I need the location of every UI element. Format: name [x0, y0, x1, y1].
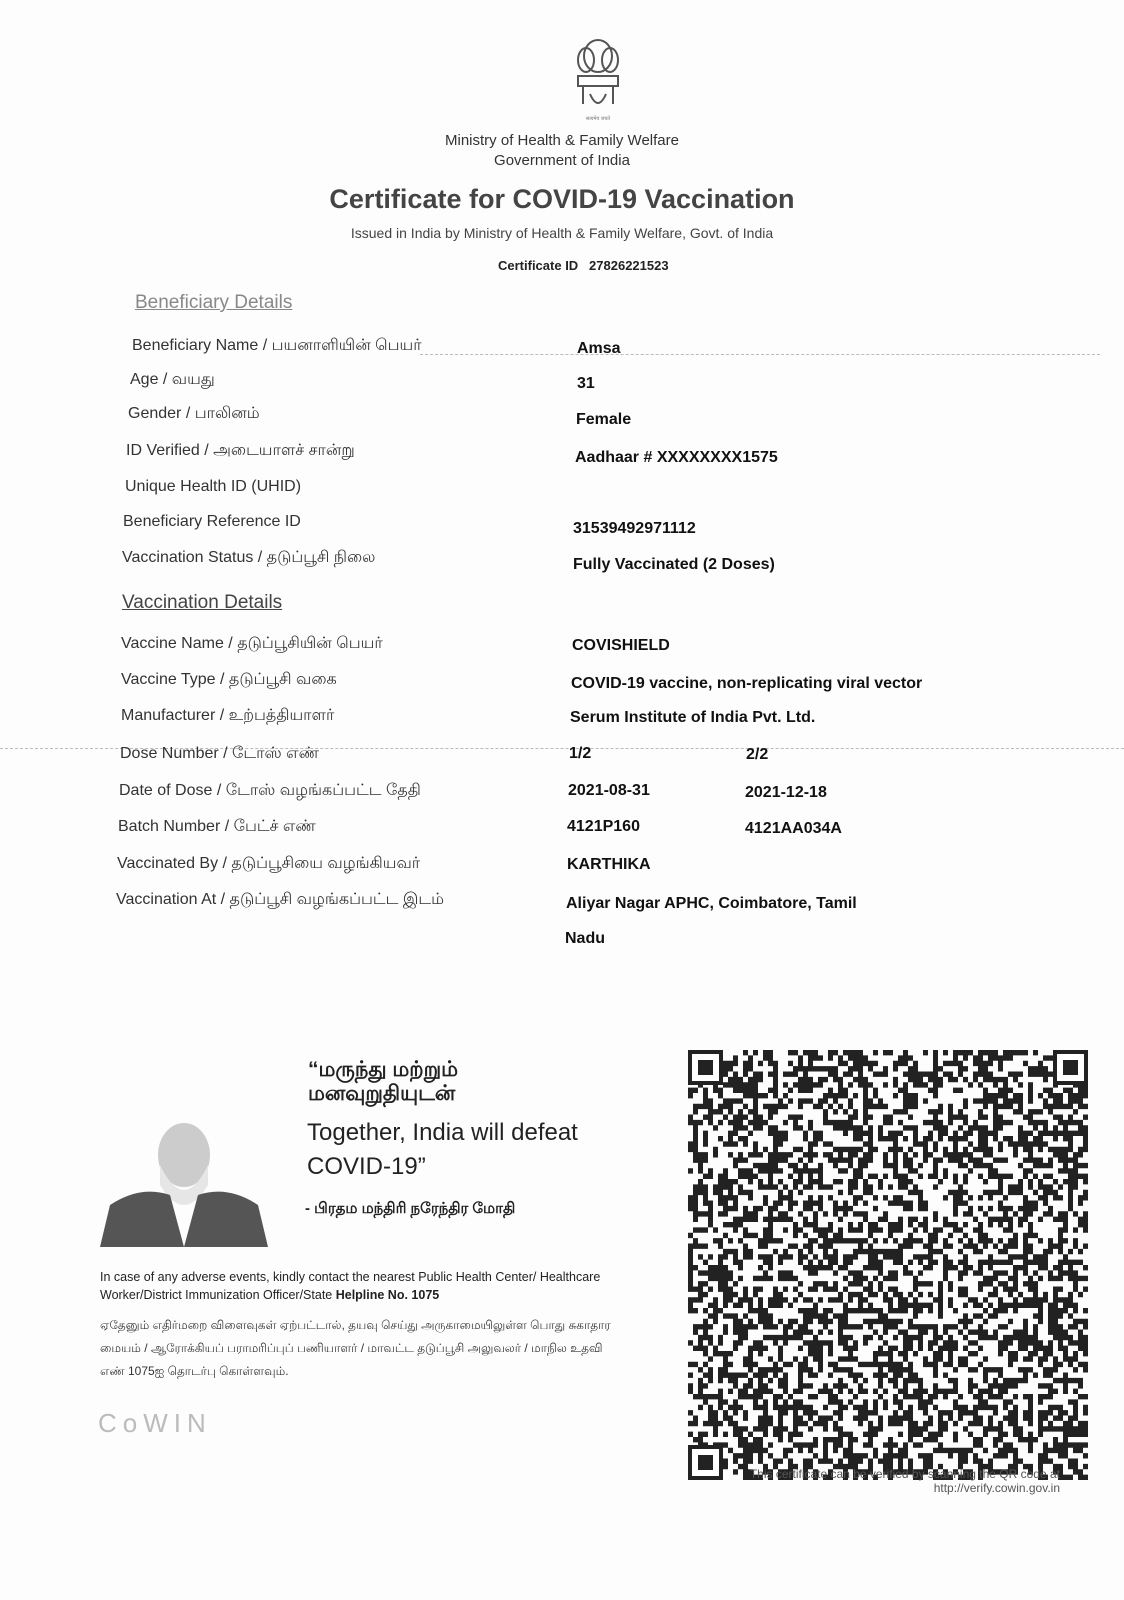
- quote-tamil-line1: “மருந்து மற்றும்: [308, 1058, 459, 1081]
- prime-minister-photo: [100, 1105, 268, 1247]
- value-dose-1: 1/2: [569, 745, 592, 762]
- label-vaccine-name: Vaccine Name / தடுப்பூசியின் பெயர்: [121, 635, 383, 652]
- quote-english: [307, 1116, 578, 1184]
- value-age: 31: [577, 375, 595, 392]
- label-date-of-dose: Date of Dose / டோஸ் வழங்கப்பட்ட தேதி: [119, 782, 421, 799]
- page-title: Certificate for COVID-19 Vaccination: [329, 184, 795, 214]
- quote-tamil: [308, 1058, 458, 1106]
- beneficiary-heading: Beneficiary Details: [135, 292, 293, 313]
- vaccination-heading: Vaccination Details: [122, 592, 283, 613]
- value-vaccination-at-line2: Nadu: [565, 930, 605, 947]
- label-vaccination-status: Vaccination Status / தடுப்பூசி நிலை: [122, 549, 376, 566]
- government-name: Government of India: [494, 152, 630, 169]
- label-uhid: Unique Health ID (UHID): [125, 478, 302, 495]
- value-vaccine-type: COVID-19 vaccine, non-replicating viral vector: [571, 675, 923, 692]
- helpline-text: In case of any adverse events, kindly contact the nearest Public Health Center/ Healthcare Worker/District Immunization Officer/State: [100, 1270, 601, 1302]
- label-age: Age / வயது: [130, 371, 215, 388]
- qr-modules: [688, 1050, 1088, 1480]
- ministry-name: Ministry of Health & Family Welfare: [445, 132, 679, 149]
- value-dose-2: 2/2: [746, 746, 769, 763]
- value-vaccinated-by: KARTHIKA: [567, 856, 651, 873]
- label-reference-id: Beneficiary Reference ID: [123, 513, 301, 530]
- value-vaccine-name: COVISHIELD: [572, 637, 670, 654]
- label-dose-number: Dose Number / டோஸ் எண்: [120, 745, 319, 762]
- label-gender: Gender / பாலினம்: [128, 405, 260, 422]
- national-emblem-icon: [568, 34, 628, 124]
- verify-note: [660, 1467, 1060, 1495]
- verify-url: http://verify.cowin.gov.in: [933, 1481, 1060, 1495]
- label-name: Beneficiary Name / பயனாளியின் பெயர்: [132, 337, 422, 354]
- issued-by: Issued in India by Ministry of Health & Family Welfare, Govt. of India: [350, 225, 774, 241]
- label-batch-number: Batch Number / பேட்ச் எண்: [118, 818, 316, 835]
- value-manufacturer: Serum Institute of India Pvt. Ltd.: [570, 709, 816, 726]
- value-gender: Female: [576, 411, 632, 428]
- value-batch-1: 4121P160: [567, 818, 640, 835]
- label-manufacturer: Manufacturer / உற்பத்தியாளர்: [121, 707, 335, 724]
- helpline-tamil: ஏதேனும் எதிர்மறை விளைவுகள் ஏற்பட்டால், தயவு செய்து அருகாமையிலுள்ள பொது சுகாதார மையம் / ஆரோக்கியப் பராமரிப்புப் பணியாளர் / மாவட்ட தடுப்பூசி அலுவலர் / மாநில உதவி எண் 1075ஐ தொடர்பு கொள்ளவும்.: [100, 1318, 611, 1378]
- label-id-verified: ID Verified / அடையாளச் சான்று: [126, 442, 355, 459]
- label-vaccinated-by: Vaccinated By / தடுப்பூசியை வழங்கியவர்: [117, 855, 421, 872]
- value-name: Amsa: [577, 340, 621, 357]
- qr-finder-pattern: [688, 1050, 723, 1085]
- certificate-id-value: 27826221523: [589, 258, 669, 273]
- label-vaccine-type: Vaccine Type / தடுப்பூசி வகை: [121, 671, 337, 688]
- verify-line1: This certificate can be verified by scanning the QR code at: [749, 1467, 1060, 1481]
- quote-tamil-line2: மனவுறுதியுடன்: [308, 1082, 456, 1105]
- certificate-id-label: Certificate ID: [498, 258, 579, 273]
- helpline-number: Helpline No. 1075: [335, 1288, 440, 1302]
- value-batch-2: 4121AA034A: [745, 820, 842, 837]
- helpline-english: [100, 1268, 620, 1304]
- value-reference-id: 31539492971112: [573, 520, 696, 537]
- qr-code: [688, 1050, 1088, 1480]
- qr-finder-pattern: [1053, 1050, 1088, 1085]
- value-vaccination-at: Aliyar Nagar APHC, Coimbatore, Tamil: [566, 895, 857, 912]
- quote-english-line1: Together, India will defeat: [307, 1119, 578, 1146]
- label-vaccination-at: Vaccination At / தடுப்பூசி வழங்கப்பட்ட இடம்: [116, 891, 444, 908]
- quote-attribution: - பிரதம மந்திரி நரேந்திர மோதி: [305, 1200, 516, 1217]
- value-date-2: 2021-12-18: [745, 784, 827, 801]
- value-vaccination-status: Fully Vaccinated (2 Doses): [573, 556, 775, 573]
- value-date-1: 2021-08-31: [568, 782, 650, 799]
- cowin-logo: CoWIN: [98, 1408, 212, 1438]
- value-id-verified: Aadhaar # XXXXXXXX1575: [575, 449, 778, 466]
- quote-english-line2: COVID-19”: [307, 1153, 426, 1180]
- svg-text:सत्यमेव जयते: सत्यमेव जयते: [585, 116, 611, 122]
- certificate-id: [498, 258, 669, 273]
